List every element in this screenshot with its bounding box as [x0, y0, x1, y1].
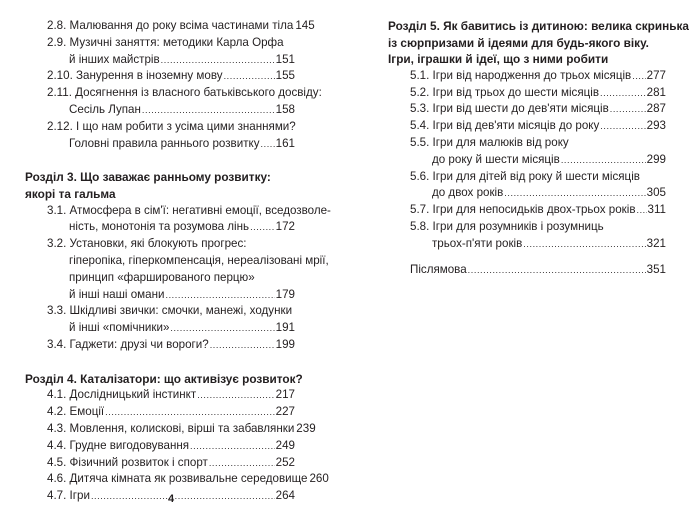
toc-entry-4-6: 4.6. Дитяча кімната як розвивальне середовище 260: [47, 472, 329, 486]
toc-entry-5-6: 5.6. Ігри для дітей від року й шести місяців до двох років ..... 305: [388, 169, 666, 203]
section-3-title: Розділ 3. Що заважає ранньому розвитку: якорі та гальма: [25, 170, 271, 201]
toc-entry-5-5: 5.5. Ігри для малюків від року до року й шести місяців ..... 299: [388, 135, 666, 169]
toc-entry-4-1: 4.1. Дослідницький інстинкт ..... 217: [25, 387, 295, 404]
toc-entry-2-8: 2.8. Малювання до року всіма частинами тіла 145: [47, 19, 315, 32]
toc-entry-4-4: 4.4. Грудне вигодовування ..... 249: [25, 438, 295, 455]
toc-entry-5-7: 5.7. Ігри для непосидьків двох-трьох років ..... 311: [388, 202, 666, 219]
toc-entry-2-9: 2.9. Музичні заняття: методики Карла Орфа й інших майстрів ..... 151: [25, 35, 295, 69]
toc-entry-5-4: 5.4. Ігри від дев'яти місяців до року ..... 293: [388, 118, 666, 135]
toc-entry-4-5: 4.5. Фізичний розвиток і спорт ..... 252: [25, 455, 295, 472]
toc-entry-4-7: 4.7. Ігри ..... 264: [25, 488, 295, 505]
toc-entry-2-12: 2.12. І що нам робити з усіма цими знаннями? Головні правила раннього розвитку ..... 161: [25, 119, 295, 153]
toc-entry-5-2: 5.2. Ігри від трьох до шести місяців ..... 281: [388, 85, 666, 102]
toc-entry-2-10: 2.10. Занурення в іноземну мову ..... 155: [25, 68, 295, 85]
toc-entry-4-3: 4.3. Мовлення, колискові, вірші та забавлянки 239: [47, 421, 316, 435]
toc-entry-4-2: 4.2. Емоції ..... 227: [25, 404, 295, 421]
toc-entry-2-11: 2.11. Досягнення із власного батьківського досвіду: Сесіль Лупан ..... 158: [25, 85, 295, 119]
section-5-title: Розділ 5. Як бавитись із дитиною: велика скринька із сюрпризами й ідеями для будь-якого віку. Ігри, іграшки й ідеї, що з ними робити: [388, 19, 689, 67]
toc-entry-5-1: 5.1. Ігри від народження до трьох місяців ..... 277: [388, 68, 666, 85]
page-number: 4: [168, 493, 175, 505]
toc-entry-3-1: 3.1. Атмосфера в сім'ї: негативні емоції, вседозволе- ність, монотонія та розумова лінь ..... 172: [25, 203, 295, 237]
toc-entry-afterword: Післямова ..... 351: [388, 262, 666, 279]
toc-entry-5-8: 5.8. Ігри для розумників і розумниць трьох-п'яти років ..... 321: [388, 219, 666, 253]
toc-entry-3-3: 3.3. Шкідливі звички: смочки, манежі, ходунки й інші «помічники» ..... 191: [25, 303, 295, 337]
toc-entry-3-2: 3.2. Установки, які блокують прогрес: гіперопіка, гіперкомпенсація, нереалізовані мрії, принцип «фаршированого перцю» й інші наші омани ..... 179: [25, 236, 295, 303]
toc-entry-3-4: 3.4. Гаджети: друзі чи вороги? ..... 199: [25, 337, 295, 354]
toc-right-column: [388, 18, 689, 278]
toc-left-column: [25, 18, 331, 505]
toc-entry-5-3: 5.3. Ігри від шести до дев'яти місяців ..... 287: [388, 101, 666, 118]
section-4-title: Розділ 4. Каталізатори: що активізує розвиток?: [25, 371, 303, 386]
